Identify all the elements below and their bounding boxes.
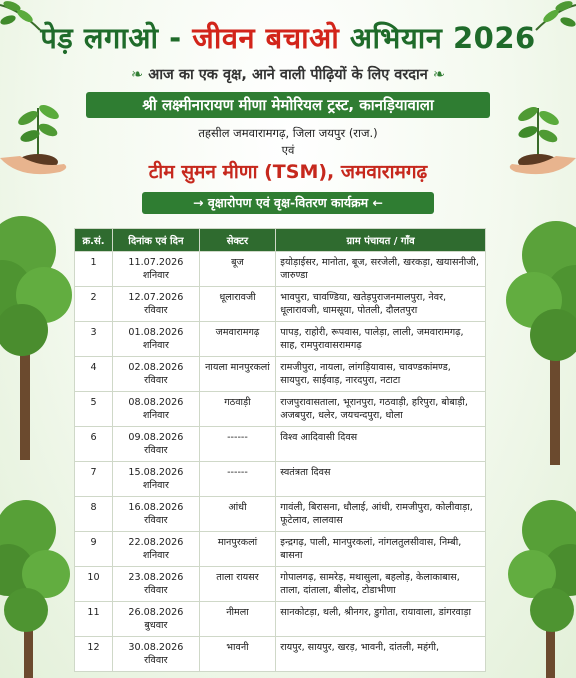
table-header-row: [75, 229, 486, 252]
sector-cell: नायला मानपुरकलां: [199, 357, 276, 392]
date-text: 30.08.2026: [128, 642, 184, 653]
day-text: शनिवार: [142, 550, 169, 561]
subtitle: [90, 64, 486, 84]
village-cell: गावंली, बिरासना, धौलाई, आंधी, रामजीपुरा, कोलीवाड़ा, फूटेलाव, लालवास: [276, 497, 486, 532]
tree-icon: [508, 470, 576, 678]
leaf-icon: ❧: [427, 67, 445, 83]
serial-cell: 4: [75, 357, 113, 392]
date-cell: [113, 567, 200, 602]
day-text: रविवार: [144, 585, 168, 596]
sector-cell: बूज: [199, 252, 276, 287]
village-cell: विश्व आदिवासी दिवस: [276, 427, 486, 462]
column-header: दिनांक एवं दिन: [113, 229, 200, 252]
program-banner: → वृक्षारोपण एवं वृक्ष-वितरण कार्यक्रम ←: [142, 192, 434, 214]
sector-cell: जमवारामगढ़: [199, 322, 276, 357]
table-row: [75, 357, 486, 392]
village-cell: इन्द्रगढ़, पाली, मानपुरकलां, नांगलतुलसीवास, निम्बी, बासना: [276, 532, 486, 567]
date-text: 23.08.2026: [128, 572, 184, 583]
village-cell: पापड़, राहोरी, रूपवास, पालेड़ा, लाली, जमवारामगढ़, साह, रामपुरावासरामगढ़: [276, 322, 486, 357]
table-row: [75, 567, 486, 602]
date-cell: [113, 287, 200, 322]
village-cell: सानकोटड़ा, थली, श्रीनगर, डुगोता, रायावाला, डांगरवाड़ा: [276, 602, 486, 637]
tehsil-line: तहसील जमवारामगढ़, जिला जयपुर (राज.): [198, 126, 378, 140]
date-cell: [113, 427, 200, 462]
date-cell: [113, 497, 200, 532]
schedule-table: [74, 228, 486, 672]
serial-cell: 10: [75, 567, 113, 602]
date-text: 02.08.2026: [128, 362, 184, 373]
title-part-2: जीवन बचाओ: [192, 21, 340, 55]
column-header: ग्राम पंचायत / गाँव: [276, 229, 486, 252]
leaf-icon: ❧: [130, 67, 149, 83]
day-text: रविवार: [144, 375, 168, 386]
title-part-3: अभियान 2026: [339, 21, 536, 55]
day-text: रविवार: [144, 655, 168, 666]
date-cell: [113, 357, 200, 392]
village-cell: रामजीपुरा, नायला, लांगड़ियावास, चावण्डकांमण्ड, सायपुरा, साईवाड़, नारदपुरा, नटाटा: [276, 357, 486, 392]
tree-icon: [0, 470, 70, 678]
trust-banner: श्री लक्ष्मीनारायण मीणा मेमोरियल ट्रस्ट, कानड़ियावाला: [86, 92, 490, 118]
day-text: रविवार: [144, 305, 168, 316]
day-text: शनिवार: [142, 410, 169, 421]
table-row: [75, 462, 486, 497]
village-cell: स्वतंत्रता दिवस: [276, 462, 486, 497]
village-cell: राजपुरावासताला, भूरानपुरा, गठवाड़ी, हरिपुरा, बोबाड़ी, अजबपुरा, धलेर, जयचन्दपुरा, धोला: [276, 392, 486, 427]
serial-cell: 2: [75, 287, 113, 322]
village-cell: रायपुर, सायपुर, खरड़, भावनी, दांतली, महंगी,: [276, 637, 486, 672]
day-text: शनिवार: [142, 480, 169, 491]
sector-cell: आंधी: [199, 497, 276, 532]
sector-cell: गठवाड़ी: [199, 392, 276, 427]
table-row: [75, 427, 486, 462]
date-text: 16.08.2026: [128, 502, 184, 513]
serial-cell: 12: [75, 637, 113, 672]
column-header: सेक्टर: [199, 229, 276, 252]
date-text: 12.07.2026: [128, 292, 184, 303]
date-text: 09.08.2026: [128, 432, 184, 443]
serial-cell: 7: [75, 462, 113, 497]
serial-cell: 11: [75, 602, 113, 637]
village-cell: भावपुरा, चावण्डिया, खतेड़पुराजनमालपुरा, नेवर, धूलारावजी, धामसूया, पोतली, दौलतपुरा: [276, 287, 486, 322]
date-text: 08.08.2026: [128, 397, 184, 408]
subtitle-text: आज का एक वृक्ष, आने वाली पीढ़ियों के लिए वरदान: [148, 67, 428, 83]
sector-cell: ------: [199, 462, 276, 497]
table-row: [75, 602, 486, 637]
date-text: 01.08.2026: [128, 327, 184, 338]
date-cell: [113, 322, 200, 357]
serial-cell: 5: [75, 392, 113, 427]
sector-cell: भावनी: [199, 637, 276, 672]
table-row: [75, 532, 486, 567]
day-text: बुधवार: [144, 620, 168, 631]
village-cell: इयोड़ाईसर, मानोता, बूज, सरजेली, खरकड़ा, खयासनीजी, जारुण्डा: [276, 252, 486, 287]
team-name: टीम सुमन मीणा (TSM), जमवारामगढ़: [148, 161, 428, 183]
page-title: [0, 18, 576, 57]
sector-cell: ताला रायसर: [199, 567, 276, 602]
sector-cell: नीमला: [199, 602, 276, 637]
table-row: [75, 497, 486, 532]
table-row: [75, 287, 486, 322]
date-cell: [113, 532, 200, 567]
sector-cell: मानपुरकलां: [199, 532, 276, 567]
title-part-1: पेड़ लगाओ -: [40, 21, 193, 55]
serial-cell: 3: [75, 322, 113, 357]
table-row: [75, 392, 486, 427]
date-cell: [113, 392, 200, 427]
day-text: रविवार: [144, 445, 168, 456]
date-text: 22.08.2026: [128, 537, 184, 548]
sector-cell: धूलारावजी: [199, 287, 276, 322]
table-row: [75, 322, 486, 357]
tree-icon: [506, 205, 576, 465]
serial-cell: 1: [75, 252, 113, 287]
serial-cell: 8: [75, 497, 113, 532]
table-row: [75, 252, 486, 287]
day-text: रविवार: [144, 515, 168, 526]
date-cell: [113, 252, 200, 287]
tree-icon: [0, 200, 72, 460]
conjunction-text: एवं: [281, 143, 295, 157]
day-text: शनिवार: [142, 270, 169, 281]
date-text: 11.07.2026: [128, 257, 184, 268]
sector-cell: ------: [199, 427, 276, 462]
village-cell: गोपालगढ़, सामरेड़, मथासुला, बहलोड़, केलाकाबास, ताला, दांताला, बीलोद, टोडाभीणा: [276, 567, 486, 602]
date-cell: [113, 602, 200, 637]
date-text: 15.08.2026: [128, 467, 184, 478]
table-row: [75, 637, 486, 672]
date-cell: [113, 637, 200, 672]
day-text: शनिवार: [142, 340, 169, 351]
serial-cell: 9: [75, 532, 113, 567]
serial-cell: 6: [75, 427, 113, 462]
date-text: 26.08.2026: [128, 607, 184, 618]
date-cell: [113, 462, 200, 497]
column-header: क्र.सं.: [75, 229, 113, 252]
